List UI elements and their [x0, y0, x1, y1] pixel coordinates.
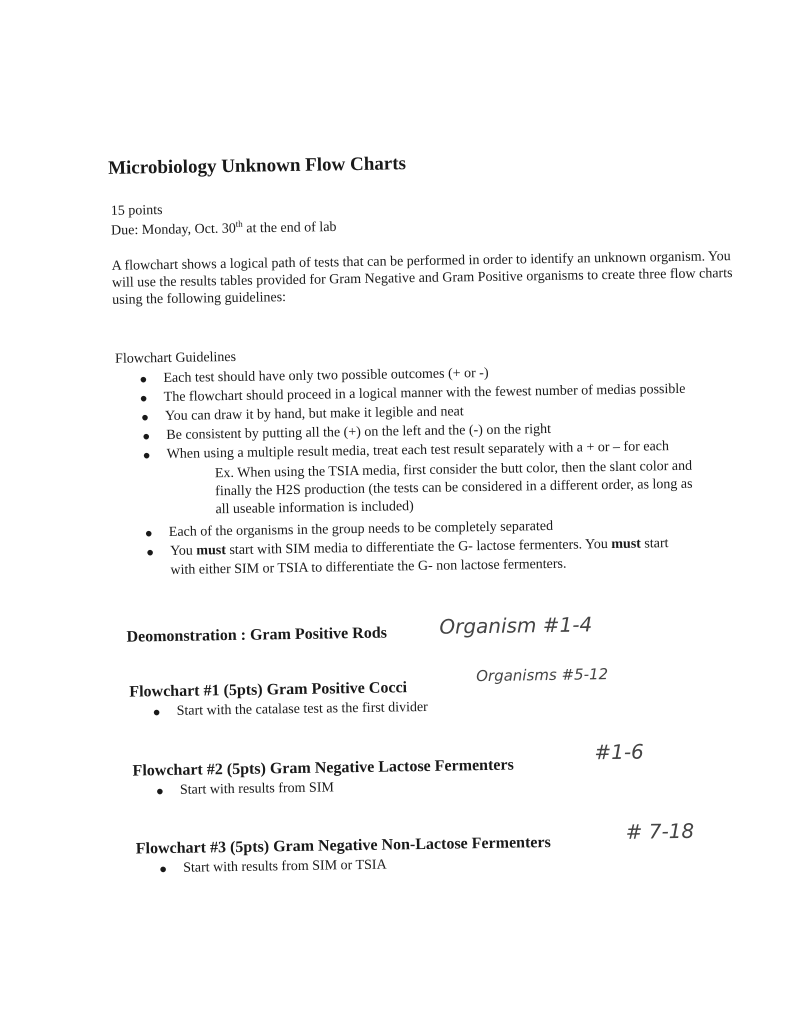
- guideline-item: ● Each of the organisms in the group needs to be completely separated: [144, 518, 554, 541]
- intro-paragraph: A flowchart shows a logical path of tests that can be performed in order to identify an unknown organism. You will use the results tables provided for Gram Negative and Gram Positive organisms to create three flow charts using the following guidelines:: [111, 249, 733, 308]
- points-text: 15 points: [110, 203, 163, 219]
- bullet-icon: ●: [142, 428, 151, 444]
- handwritten-note: #1-6: [594, 739, 644, 765]
- guidelines-heading: Flowchart Guidelines: [115, 349, 237, 367]
- guideline-item: ● Be consistent by putting all the (+) on the left and the (-) on the right: [142, 421, 552, 444]
- handwritten-note: Organisms #5-12: [476, 665, 609, 686]
- guideline-item: ● When using a multiple result media, treat each test result separately with a + or – for each: [142, 439, 670, 463]
- bullet-icon: ●: [140, 409, 150, 425]
- section-bullet: ● Start with results from SIM: [155, 780, 335, 799]
- bullet-icon: ●: [155, 783, 164, 799]
- bullet-icon: ●: [139, 390, 148, 406]
- bullet-icon: ●: [146, 544, 155, 560]
- guideline-item: ● Each test should have only two possible outcomes (+ or -): [139, 365, 489, 387]
- handwritten-note: Organism #1-4: [439, 612, 593, 639]
- section-demonstration-title: Deomonstration : Gram Positive Rods: [126, 624, 388, 646]
- guideline-continuation: with either SIM or TSIA to differentiate the G- non lactose fermenters.: [170, 556, 567, 578]
- guideline-item: ● You must start with SIM media to differentiate the G- lactose fermenters. You must start: [146, 536, 669, 560]
- bullet-icon: ●: [144, 525, 153, 541]
- bullet-icon: ●: [159, 861, 168, 877]
- example-line: all useable information is included): [215, 499, 414, 518]
- bullet-icon: ●: [142, 447, 151, 463]
- example-line: finally the H2S production (the tests can be considered in a different order, as long as: [215, 476, 693, 500]
- bullet-icon: ●: [139, 371, 148, 387]
- handwritten-note: # 7-18: [625, 818, 695, 844]
- bullet-icon: ●: [152, 704, 161, 720]
- due-date-text: Due: Monday, Oct. 30th at the end of lab: [110, 218, 337, 239]
- example-line: Ex. When using the TSIA media, first consider the butt color, then the slant color and: [214, 458, 693, 482]
- guideline-item: ● The flowchart should proceed in a logical manner with the fewest number of medias possible: [139, 381, 686, 406]
- section-flowchart-3-title: Flowchart #3 (5pts) Gram Negative Non-Lactose Fermenters: [135, 834, 551, 858]
- section-bullet: ● Start with the catalase test as the first divider: [152, 699, 428, 720]
- section-bullet: ● Start with results from SIM or TSIA: [159, 857, 387, 877]
- document-title: Microbiology Unknown Flow Charts: [107, 153, 407, 179]
- section-flowchart-1-title: Flowchart #1 (5pts) Gram Positive Cocci: [129, 679, 408, 701]
- guideline-item: ● You can draw it by hand, but make it legible and neat: [140, 404, 464, 425]
- section-flowchart-2-title: Flowchart #2 (5pts) Gram Negative Lactose Fermenters: [132, 756, 514, 780]
